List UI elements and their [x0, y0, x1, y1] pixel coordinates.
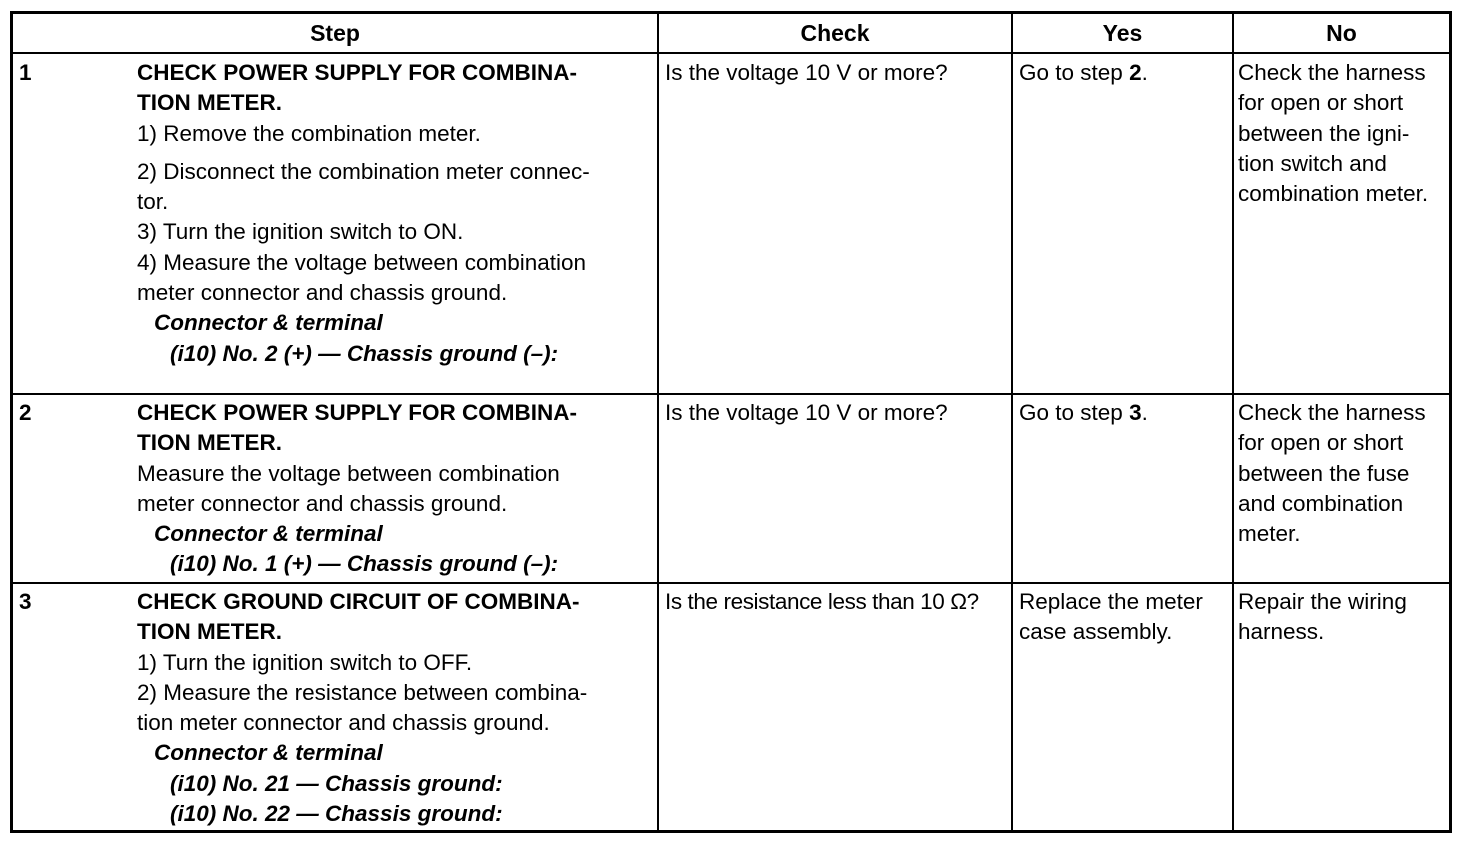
connector-terminal: (i10) No. 2 (+) — Chassis ground (–): — [170, 340, 559, 366]
step-instruction: tion meter connector and chassis ground. — [137, 710, 550, 736]
column-divider — [657, 14, 659, 830]
step-instruction: meter connector and chassis ground. — [137, 280, 508, 306]
step-instruction: 3) Turn the ignition switch to ON. — [137, 219, 464, 245]
step-description — [137, 587, 587, 829]
step-instruction: 4) Measure the voltage between combination — [137, 249, 587, 275]
no-text — [1238, 58, 1428, 209]
no-text — [1238, 398, 1426, 549]
step-instruction: tor. — [137, 189, 169, 215]
connector-terminal: (i10) No. 1 (+) — Chassis ground (–): — [170, 551, 559, 577]
header-step: Step — [13, 14, 657, 54]
row-divider — [13, 52, 1449, 54]
step-instruction: meter connector and chassis ground. — [137, 490, 508, 516]
connector-label: Connector & terminal — [154, 310, 383, 336]
step-number: 2 — [19, 400, 32, 425]
no-line: tion switch and — [1238, 150, 1387, 176]
step-instruction: 2) Measure the resistance between combina- — [137, 679, 588, 705]
header-check: Check — [659, 14, 1011, 54]
yes-prefix: Go to step — [1019, 60, 1130, 85]
step-number: 1 — [19, 60, 32, 85]
step-title: CHECK POWER SUPPLY FOR COMBINA- — [137, 400, 578, 425]
yes-text — [1019, 58, 1148, 88]
check-text: Is the voltage 10 V or more? — [665, 400, 948, 425]
yes-text — [1019, 587, 1203, 648]
step-number: 3 — [19, 589, 32, 614]
connector-terminal: (i10) No. 22 — Chassis ground: — [170, 801, 503, 827]
step-title: TION METER. — [137, 619, 282, 645]
no-line: combination meter. — [1238, 181, 1429, 207]
step-instruction: 1) Remove the combination meter. — [137, 120, 481, 146]
no-line: for open or short — [1238, 90, 1404, 116]
yes-suffix: . — [1141, 60, 1148, 85]
row-divider — [13, 582, 1449, 584]
no-line: Check the harness — [1238, 400, 1426, 425]
header-no: No — [1234, 14, 1449, 54]
no-line: between the igni- — [1238, 120, 1410, 146]
step-instruction: 1) Turn the ignition switch to OFF. — [137, 649, 473, 675]
connector-terminal: (i10) No. 21 — Chassis ground: — [170, 770, 503, 796]
no-line: between the fuse — [1238, 460, 1410, 486]
step-instruction: Measure the voltage between combination — [137, 460, 560, 486]
row-divider — [13, 393, 1449, 395]
step-title: TION METER. — [137, 90, 282, 116]
check-text: Is the voltage 10 V or more? — [665, 60, 948, 85]
connector-label: Connector & terminal — [154, 521, 383, 547]
no-line: and combination — [1238, 490, 1404, 516]
step-instruction: 2) Disconnect the combination meter connec- — [137, 158, 590, 184]
no-line: Check the harness — [1238, 60, 1426, 85]
yes-line: case assembly. — [1019, 619, 1173, 645]
step-title: CHECK GROUND CIRCUIT OF COMBINA- — [137, 589, 580, 614]
check-text: Is the resistance less than 10 Ω? — [665, 589, 979, 614]
no-text — [1238, 587, 1407, 648]
yes-step-ref: 2 — [1129, 60, 1142, 85]
no-line: for open or short — [1238, 430, 1404, 456]
no-line: Repair the wiring — [1238, 589, 1407, 614]
diagnostic-table — [10, 11, 1452, 833]
connector-label: Connector & terminal — [154, 740, 383, 766]
yes-line: Replace the meter — [1019, 589, 1203, 614]
header-yes: Yes — [1013, 14, 1232, 54]
step-description — [137, 398, 577, 580]
yes-step-ref: 3 — [1129, 400, 1142, 425]
column-divider — [1011, 14, 1013, 830]
no-line: meter. — [1238, 521, 1301, 547]
no-line: harness. — [1238, 619, 1325, 645]
yes-text — [1019, 398, 1148, 428]
yes-suffix: . — [1141, 400, 1148, 425]
step-title: CHECK POWER SUPPLY FOR COMBINA- — [137, 60, 578, 85]
column-divider — [1232, 14, 1234, 830]
yes-prefix: Go to step — [1019, 400, 1130, 425]
step-description — [137, 58, 590, 369]
step-title: TION METER. — [137, 430, 282, 456]
